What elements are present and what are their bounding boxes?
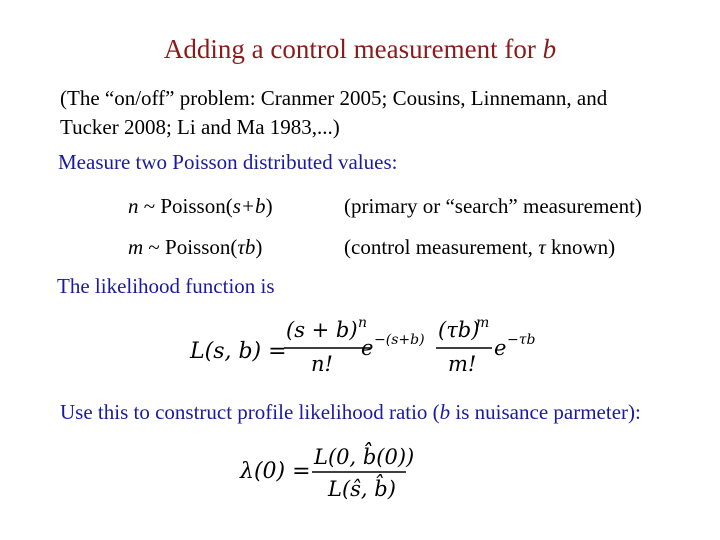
use-text: Use this to construct profile likelihood ratio (b is nuisance parmeter):: [60, 400, 641, 424]
likelihood-num1-exp: n: [358, 315, 368, 331]
ratio-lhs: λ(0) =: [240, 459, 311, 484]
title-variable: b: [542, 34, 557, 64]
likelihood-exp2-power: −τb: [507, 332, 536, 348]
likelihood-den1: n!: [311, 352, 333, 376]
likelihood-exp1-power: −(s+b): [374, 332, 425, 348]
likelihood-exp1: e: [361, 336, 374, 360]
equation-n: n ~ Poisson(s+b): [128, 194, 273, 218]
likelihood-lhs: L(s, b) =: [190, 339, 287, 364]
equation-m-note: (control measurement, τ known): [344, 235, 616, 259]
likelihood-num2: (τb): [438, 318, 480, 342]
references-text: (The “on/off” problem: Cranmer 2005; Cousins, Linnemann, and Tucker 2008; Li and Ma 1983,...): [60, 86, 608, 139]
likelihood-den2: m!: [448, 352, 477, 376]
likelihood-exp2: e: [494, 336, 507, 360]
slide-title: Adding a control measurement for b: [163, 34, 557, 64]
ratio-den: L(ŝ, b̂): [328, 477, 396, 501]
equation-m: m ~ Poisson(τb): [128, 235, 263, 259]
likelihood-intro: The likelihood function is: [57, 274, 275, 298]
equation-n-note: (primary or “search” measurement): [344, 194, 642, 218]
ratio-num: L(0, b̂̂(0)): [314, 445, 415, 469]
measure-intro: Measure two Poisson distributed values:: [58, 150, 398, 174]
likelihood-num2-exp: m: [476, 315, 490, 331]
likelihood-num1: (s + b): [286, 318, 358, 342]
